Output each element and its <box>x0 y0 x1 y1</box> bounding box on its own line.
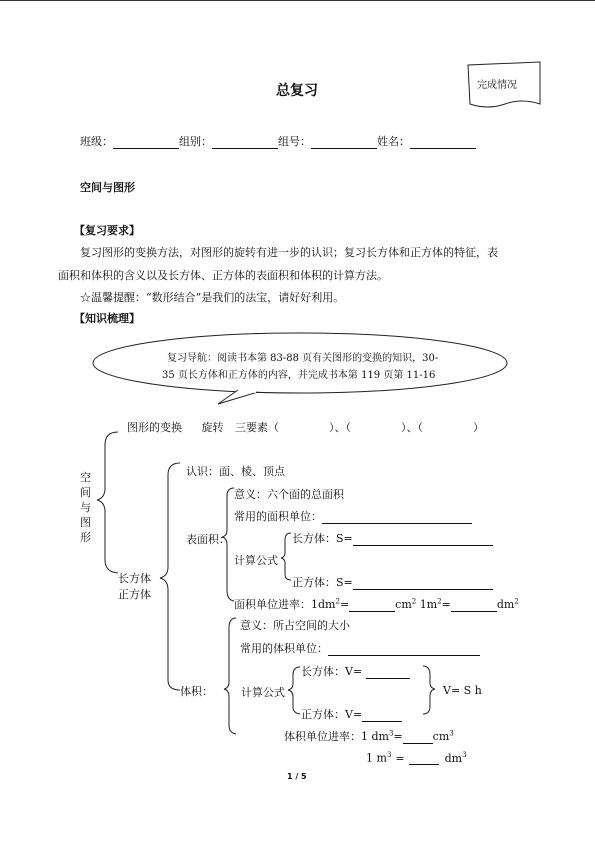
page-number: 1 / 5 <box>287 772 307 781</box>
volume-unit-field[interactable] <box>328 644 480 656</box>
volume-conv-e: = <box>395 751 405 765</box>
root-char: 形 <box>80 531 91 544</box>
volume-unit-label: 常用的体积单位： <box>240 642 328 655</box>
surface-cube-row <box>292 574 493 590</box>
class-field[interactable] <box>113 137 179 149</box>
volume-cuboid-field[interactable] <box>366 667 410 679</box>
root-char: 间 <box>80 486 91 499</box>
volume-cuboid-label: 长方体：V= <box>301 665 363 678</box>
surface-meaning: 意义：六个面的总面积 <box>234 488 344 501</box>
root-char: 图 <box>80 516 91 529</box>
brace-volume <box>224 618 236 734</box>
cube-label: 正方体 <box>118 588 151 601</box>
group-label: 组别： <box>179 135 212 148</box>
sup: 3 <box>386 751 392 759</box>
surface-cube-label: 正方体：S= <box>292 576 353 589</box>
sup: 2 <box>514 597 519 606</box>
volume-unit-row <box>240 640 480 656</box>
transform-row <box>127 419 484 435</box>
requirements-header: 【复习要求】 <box>74 224 140 237</box>
surface-unit-label: 常用的面积单位： <box>234 510 322 523</box>
sup: 3 <box>449 729 454 738</box>
surface-formula-label: 计算公式 <box>234 554 278 567</box>
page-title: 总复习 <box>276 83 318 99</box>
group-field[interactable] <box>212 137 278 149</box>
surface-conv-d: 1m <box>419 598 438 611</box>
surface-conv-f: dm <box>496 598 515 611</box>
surface-label: 表面积： <box>186 533 230 546</box>
surface-cuboid-row <box>292 530 493 546</box>
sup: 2 <box>411 597 417 606</box>
sup: 2 <box>335 597 340 606</box>
requirements-line2: 面积和体积的含义以及长方体、正方体的表面积和体积的计算方法。 <box>58 269 388 282</box>
volume-cuboid-row <box>301 663 410 679</box>
name-label: 姓名： <box>377 135 410 148</box>
elements-sep1: ）、（ <box>329 421 351 434</box>
volume-conversion-row-1 <box>284 728 454 744</box>
volume-conv-b: = <box>393 730 403 743</box>
volume-cube-field[interactable] <box>362 710 402 722</box>
transform-label: 图形的变换 <box>127 421 182 434</box>
surface-cube-field[interactable] <box>353 578 493 590</box>
brace-volume-right <box>423 666 435 714</box>
surface-cuboid-label: 长方体：S= <box>292 532 353 545</box>
element-field-2[interactable] <box>351 424 401 435</box>
recognize-line: 认识：面、棱、顶点 <box>186 465 285 478</box>
volume-conv-field-2[interactable] <box>409 753 439 765</box>
volume-conv-a: 体积单位进率：1 dm <box>284 730 389 743</box>
name-field[interactable] <box>410 137 476 149</box>
element-field-3[interactable] <box>423 424 473 435</box>
volume-formula-label: 计算公式 <box>241 686 285 699</box>
sup: 3 <box>462 751 467 759</box>
surface-conversion-row <box>234 596 519 612</box>
root-label <box>80 470 94 545</box>
requirements-line1: 复习图形的变换方法，对图形的旋转有进一步的认识；复习长方体和正方体的特征，表 <box>80 246 498 259</box>
volume-conv-f: dm <box>444 751 463 765</box>
volume-cube-label: 正方体：V= <box>301 708 363 721</box>
guide-line2: 35 页长方体和正方体的内容，并完成书本第 119 页第 11-16 <box>162 370 436 381</box>
surface-unit-field[interactable] <box>322 512 472 524</box>
volume-conversion-row-2 <box>366 751 467 765</box>
volume-label: 体积： <box>180 685 213 698</box>
brace-volume-formula <box>288 667 300 714</box>
sup: 2 <box>437 597 442 606</box>
brace-cuboid <box>160 463 180 690</box>
surface-conv-field-1[interactable] <box>349 600 395 612</box>
surface-conv-a: 面积单位进率：1dm <box>234 598 336 611</box>
elements-close: ） <box>473 421 484 434</box>
volume-cube-row <box>301 706 402 722</box>
status-box-label: 完成情况 <box>477 80 517 91</box>
surface-cuboid-field[interactable] <box>353 534 493 546</box>
root-char: 空 <box>80 471 91 484</box>
rotate-label: 旋转 <box>201 421 224 434</box>
volume-meaning: 意义：所占空间的大小 <box>240 619 350 632</box>
brace-root <box>97 432 118 573</box>
volume-conv-d: 1 m <box>366 751 387 765</box>
sup: 3 <box>388 729 394 738</box>
surface-unit-row <box>234 508 472 524</box>
info-line <box>80 133 476 149</box>
group-number-field[interactable] <box>311 137 377 149</box>
guide-line1: 复习导航：阅读书本第 83-88 页有关图形的变换的知识，30- <box>167 353 439 364</box>
volume-conv-c: cm <box>432 730 450 743</box>
volume-conv-field-1[interactable] <box>403 732 433 744</box>
surface-conv-b: = <box>339 598 350 611</box>
group-number-label: 组号： <box>278 135 311 148</box>
surface-conv-field-2[interactable] <box>451 600 497 612</box>
cuboid-label: 长方体 <box>118 572 151 585</box>
volume-general-formula: V= S h <box>443 684 482 697</box>
section-title: 空间与图形 <box>80 181 135 194</box>
surface-conv-e: = <box>441 598 451 611</box>
element-field-1[interactable] <box>279 424 329 435</box>
brace-surface-formula <box>281 533 291 580</box>
surface-conv-c: cm <box>395 598 412 611</box>
reminder-tip: ☆温馨提醒：“数形结合”是我们的法宝，请好好利用。 <box>80 291 345 304</box>
elements-open: 三要素（ <box>235 421 279 434</box>
root-char: 与 <box>80 501 91 514</box>
knowledge-header: 【知识梳理】 <box>74 312 140 325</box>
elements-sep2: ）、（ <box>401 421 423 434</box>
class-label: 班级： <box>80 135 113 148</box>
